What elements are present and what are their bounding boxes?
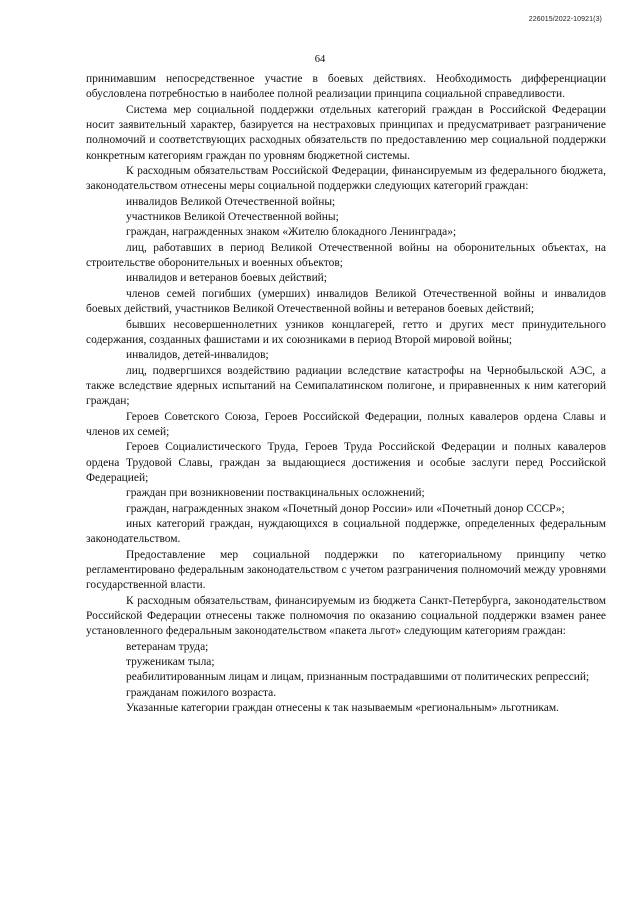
paragraph-federal-obligations: К расходным обязательствам Российской Федерации, финансируемым из федерального бюджета, законодательством отнесены меры социальной поддержки следующих категорий граждан: (86, 165, 606, 193)
list-item: бывших несовершеннолетних узников концлагерей, гетто и других мест принудительного содержания, созданных фашистами и их союзниками в период Второй мировой войны; (86, 318, 606, 346)
list-item: Героев Социалистического Труда, Героев Труда Российской Федерации и полных кавалеров ордена Трудовой Славы, граждан за выдающиеся достижения и особые заслуги перед Российской Федерацией; (86, 441, 606, 484)
list-item: Героев Советского Союза, Героев Российской Федерации, полных кавалеров ордена Славы и членов их семей; (86, 410, 606, 438)
list-item: труженикам тыла; (126, 656, 215, 669)
list-item: реабилитированным лицам и лицам, признанным пострадавшими от политических репрессий; (126, 671, 590, 684)
document-id: 226015/2022-10921(3) (528, 16, 602, 23)
list-item: граждан, награжденных знаком «Почетный донор России» или «Почетный донор СССР»; (126, 502, 565, 515)
list-item: лиц, работавших в период Великой Отечественной войны на оборонительных объектах, на строительстве оборонительных и военных объектов; (86, 241, 606, 270)
list-item: лиц, подвергшихся воздействию радиации вследствие катастрофы на Чернобыльской АЭС, а также вследствие ядерных испытаний на Семипалатинском полигоне, и приравненных к ним категорий граждан; (86, 364, 606, 408)
document-body (86, 72, 606, 716)
list-item: граждан при возникновении поствакцинальных осложнений; (126, 487, 425, 500)
paragraph-regional-beneficiaries: Указанные категории граждан отнесены к так называемым «региональным» льготникам. (126, 702, 559, 715)
list-item: членов семей погибших (умерших) инвалидов Великой Отечественной войны и инвалидов боевых действий, участников Великой Отечественной войны и ветеранов боевых действий; (86, 287, 606, 316)
list-item: инвалидов Великой Отечественной войны; (126, 195, 336, 208)
list-item: иных категорий граждан, нуждающихся в социальной поддержке, определенных федеральным законодательством. (86, 517, 606, 546)
paragraph-spb-obligations: К расходным обязательствам, финансируемым из бюджета Санкт-Петербурга, законодательством Российской Федерации отнесены также полномочия по оказанию социальной поддержки взамен ранее установленного федеральным законодательством «пакета льгот» следующим категориям граждан: (86, 594, 606, 638)
list-item: инвалидов, детей-инвалидов; (126, 349, 269, 362)
paragraph-continuation: принимавшим непосредственное участие в боевых действиях. Необходимость дифференциации обусловлена потребностью в наиболее полной реализации принципа социальной справедливости. (86, 73, 606, 101)
paragraph-categorical-principle: Предоставление мер социальной поддержки по категориальному принципу четко регламентировано федеральным законодательством с учетом разграничения полномочий между уровнями государственной власти. (86, 548, 606, 592)
list-item: граждан, награжденных знаком «Жителю блокадного Ленинграда»; (126, 226, 457, 239)
page-number: 64 (314, 54, 326, 65)
list-item: ветеранам труда; (126, 640, 209, 653)
list-item: гражданам пожилого возраста. (126, 686, 277, 699)
list-item: инвалидов и ветеранов боевых действий; (126, 272, 327, 285)
list-item: участников Великой Отечественной войны; (126, 211, 339, 224)
paragraph-support-system: Система мер социальной поддержки отдельных категорий граждан в Российской Федерации носит заявительный характер, базируется на нестраховых принципах и предусматривает разграничение полномочий и соответствующих расходных обязательств по предоставлению мер социальной поддержки конкретным категориям граждан по уровням бюджетной системы. (86, 103, 606, 162)
